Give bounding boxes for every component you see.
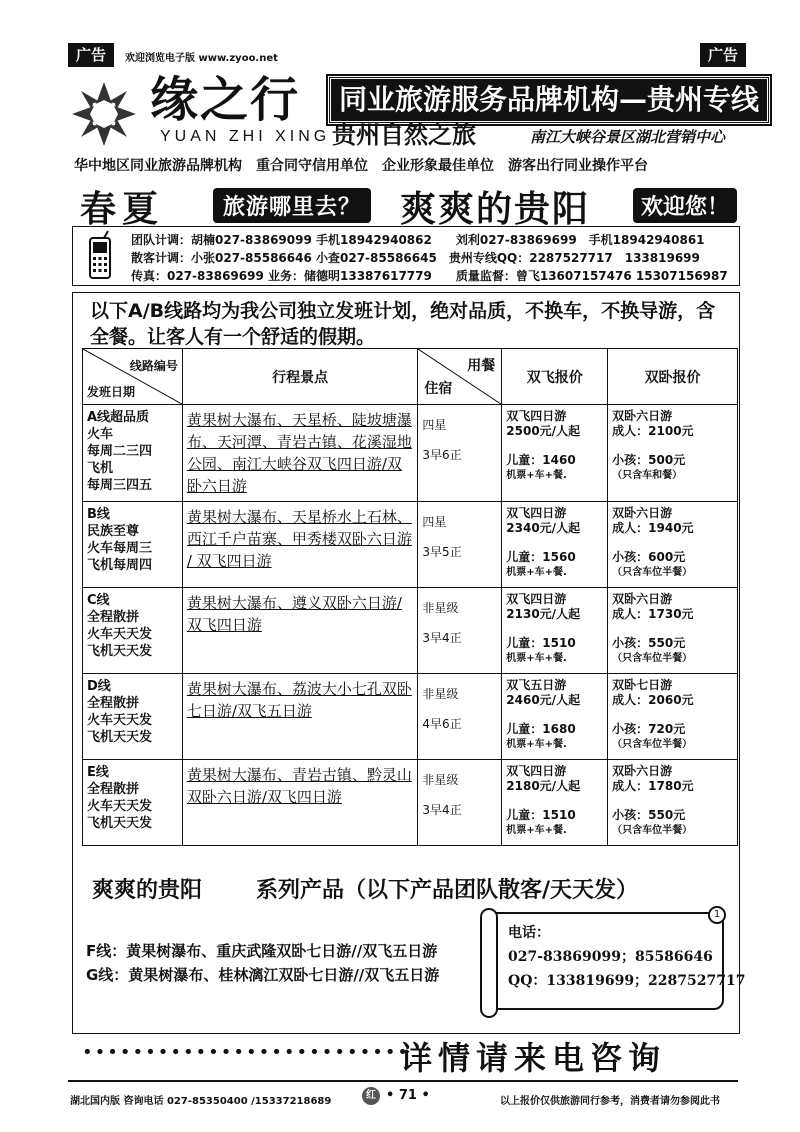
sleeper-price-cell <box>608 588 738 674</box>
route-line: 全程散拼 <box>87 610 140 625</box>
sleeper-note: （只含车位半餐） <box>612 739 693 750</box>
brand-name: 缘之行 <box>150 72 301 128</box>
sleeper-price-cell <box>608 760 738 846</box>
header-depart-date: 发班日期 <box>87 385 136 399</box>
qq-numbers: QQ：133819699；2287527717 <box>508 973 746 989</box>
itinerary-cell <box>182 674 418 760</box>
honor-tags: 华中地区同业旅游品牌机构 重合同守信用单位 企业形象最佳单位 游客出行同业操作平台 <box>74 158 648 174</box>
footer-right: 以上报价仅供旅游同行参考，消费者请勿参阅此书 <box>500 1096 720 1107</box>
sleeper-title: 双卧六日游 <box>612 506 673 520</box>
route-line: 全程散拼 <box>87 782 140 797</box>
header-meal-stay-cell <box>418 349 502 405</box>
lodging-level: 非星级 <box>422 773 459 787</box>
welcome-text: 欢迎浏览电子版 www.zyoo.net <box>125 53 278 64</box>
itinerary-cell <box>182 760 418 846</box>
fly-price-cell <box>502 588 608 674</box>
lodging-level: 非星级 <box>422 687 459 701</box>
phone-label: 电话： <box>508 925 550 941</box>
sleeper-price-cell <box>608 502 738 588</box>
mobile-phone-icon <box>84 230 116 280</box>
fly-price-cell <box>502 760 608 846</box>
header-route-code: 线路编号 <box>129 359 178 373</box>
fly-adult-price: 2500元/人起 <box>506 424 581 438</box>
ad-tag-left: 广告 <box>68 43 114 67</box>
header-sleeper-price: 双卧报价 <box>608 349 738 405</box>
header-meals: 用餐 <box>467 358 496 374</box>
route-line: A线超品质 <box>87 410 150 425</box>
lodging-level: 四星 <box>422 515 447 529</box>
itinerary-text: 黄果树大瀑布、青岩古镇、黔灵山双卧六日游/双飞四日游 <box>186 766 412 806</box>
route-line: 民族至尊 <box>87 524 140 539</box>
route-line: 每周二三四 <box>87 444 153 459</box>
stay-meal-cell <box>418 760 502 846</box>
phone-numbers: 027-83869099；85586646 <box>508 949 713 965</box>
fly-price-cell <box>502 405 608 502</box>
header-lodging: 住宿 <box>424 381 453 397</box>
fly-price-cell <box>502 674 608 760</box>
route-cell <box>83 405 183 502</box>
route-table-wrap <box>82 348 738 846</box>
sleeper-note: （只含车和餐） <box>612 470 683 481</box>
intro-text: 以下A/B线路均为我公司独立发班计划，绝对品质，不换车，不换导游，含全餐。让客人有一个舒适的假期。 <box>90 300 716 348</box>
fly-child-price: 儿童：1510 <box>506 636 576 650</box>
meal-plan: 3早4正 <box>422 631 462 645</box>
route-line: 飞机 <box>87 461 114 476</box>
itinerary-cell <box>182 588 418 674</box>
route-line: 每周三四五 <box>87 478 153 493</box>
route-line: C线 <box>87 593 110 608</box>
header-route-date-cell <box>83 349 183 405</box>
table-row <box>83 588 738 674</box>
stay-meal-cell <box>418 502 502 588</box>
route-line: 火车天天发 <box>87 713 153 728</box>
fly-title: 双飞四日游 <box>506 506 567 520</box>
route-line: 飞机天天发 <box>87 816 153 831</box>
sleeper-child-price: 小孩：720元 <box>612 722 686 736</box>
sleeper-title: 双卧六日游 <box>612 409 673 423</box>
fly-note: 机票+车+餐. <box>506 470 567 481</box>
sleeper-adult-price: 成人：1780元 <box>612 779 694 793</box>
scroll-roll-left <box>480 908 498 1018</box>
sleeper-child-price: 小孩：550元 <box>612 636 686 650</box>
sleeper-price-cell <box>608 674 738 760</box>
sub-title-note: 南江大峡谷景区湖北营销中心 <box>530 128 726 146</box>
meal-plan: 3早4正 <box>422 803 462 817</box>
itinerary-cell <box>182 502 418 588</box>
route-line: 火车天天发 <box>87 799 153 814</box>
header-itinerary: 行程景点 <box>182 349 418 405</box>
table-row <box>83 760 738 846</box>
fly-title: 双飞四日游 <box>506 409 567 423</box>
itinerary-text: 黄果树大瀑布、荔波大小七孔双卧七日游/双飞五日游 <box>186 680 412 720</box>
fly-note: 机票+车+餐. <box>506 653 567 664</box>
fly-price-cell <box>502 502 608 588</box>
route-cell <box>83 760 183 846</box>
sleeper-adult-price: 成人：1940元 <box>612 521 694 535</box>
fly-child-price: 儿童：1460 <box>506 453 576 467</box>
sleeper-title: 双卧六日游 <box>612 592 673 606</box>
sleeper-adult-price: 成人：1730元 <box>612 607 694 621</box>
series-title-products: 系列产品（以下产品团队散客/天天发） <box>256 878 639 903</box>
route-line: 飞机天天发 <box>87 644 153 659</box>
banner-spring-summer: 春夏 <box>80 188 165 230</box>
fly-title: 双飞四日游 <box>506 764 567 778</box>
footer-divider <box>68 1080 738 1082</box>
brand-logo-icon <box>68 78 140 150</box>
series-line-f: F线：黄果树瀑布、重庆武隆双卧七日游//双飞五日游 <box>86 942 438 960</box>
lodging-level: 四星 <box>422 418 447 432</box>
sub-title: 贵州自然之旅 <box>332 121 476 149</box>
brand-name-english: YUAN ZHI XING <box>160 128 331 145</box>
contact-line-fax: 传真：027-83869699 业务：储德明13387617779 质量监督：曾飞13607157476 15307156987 <box>131 269 728 283</box>
sleeper-note: （只含车位半餐） <box>612 567 693 578</box>
meal-plan: 4早6正 <box>422 717 462 731</box>
fly-note: 机票+车+餐. <box>506 567 567 578</box>
route-line: 火车每周三 <box>87 541 153 556</box>
banner-welcome: 欢迎您！ <box>633 188 737 223</box>
route-cell <box>83 502 183 588</box>
table-row <box>83 405 738 502</box>
route-table <box>82 348 738 846</box>
route-line: 火车天天发 <box>87 627 153 642</box>
route-line: 飞机每周四 <box>87 558 153 573</box>
itinerary-cell <box>182 405 418 502</box>
sleeper-title: 双卧七日游 <box>612 678 673 692</box>
sleeper-child-price: 小孩：550元 <box>612 808 686 822</box>
itinerary-text: 黄果树大瀑布、遵义双卧六日游/双飞四日游 <box>186 594 402 634</box>
banner-where-to-travel: 旅游哪里去？ <box>213 188 371 223</box>
header-fly-price: 双飞报价 <box>502 349 608 405</box>
sleeper-note: （只含车位半餐） <box>612 825 693 836</box>
fly-child-price: 儿童：1560 <box>506 550 576 564</box>
fly-title: 双飞五日游 <box>506 678 567 692</box>
sleeper-note: （只含车位半餐） <box>612 653 693 664</box>
footer-left: 湖北国内版 咨询电话 027-85350400 /15337218689 <box>70 1096 332 1107</box>
consult-slogan: 详情请来电咨询 <box>400 1039 667 1077</box>
table-row <box>83 674 738 760</box>
fly-child-price: 儿童：1680 <box>506 722 576 736</box>
table-header-row <box>83 349 738 405</box>
series-line-g: G线：黄果树瀑布、桂林漓江双卧七日游//双飞五日游 <box>86 966 440 984</box>
sleeper-adult-price: 成人：2060元 <box>612 693 694 707</box>
sleeper-price-cell <box>608 405 738 502</box>
fly-note: 机票+车+餐. <box>506 739 567 750</box>
page-badge: 红 <box>362 1087 380 1105</box>
route-cell <box>83 588 183 674</box>
route-cell <box>83 674 183 760</box>
itinerary-text: 黄果树大瀑布、天星桥、陡坡塘瀑布、天河潭、青岩古镇、花溪湿地公园、南江大峡谷双飞四日游/双卧六日游 <box>186 411 412 495</box>
ad-tag-right: 广告 <box>700 43 746 67</box>
fly-note: 机票+车+餐. <box>506 825 567 836</box>
table-row <box>83 502 738 588</box>
lodging-level: 非星级 <box>422 601 459 615</box>
stay-meal-cell <box>418 588 502 674</box>
series-title-brand: 爽爽的贵阳 <box>92 878 203 903</box>
banner-cool-guiyang: 爽爽的贵阳 <box>400 188 591 230</box>
route-line: 全程散拼 <box>87 696 140 711</box>
sleeper-child-price: 小孩：500元 <box>612 453 686 467</box>
stay-meal-cell <box>418 674 502 760</box>
route-line: B线 <box>87 507 110 522</box>
fly-adult-price: 2340元/人起 <box>506 521 581 535</box>
sleeper-adult-price: 成人：2100元 <box>612 424 694 438</box>
meal-plan: 3早6正 <box>422 448 462 462</box>
sleeper-title: 双卧六日游 <box>612 764 673 778</box>
fly-adult-price: 2130元/人起 <box>506 607 581 621</box>
dotted-leader: •••••••••••••••••••••••••• <box>82 1042 411 1063</box>
route-line: 火车 <box>87 427 114 442</box>
slogan-banner: 同业旅游服务品牌机构—贵州专线 <box>328 76 770 124</box>
sleeper-child-price: 小孩：600元 <box>612 550 686 564</box>
stay-meal-cell <box>418 405 502 502</box>
phone-scroll-box <box>486 909 746 1010</box>
fly-adult-price: 2180元/人起 <box>506 779 581 793</box>
page-number: • 71 • <box>386 1088 430 1103</box>
fly-adult-price: 2460元/人起 <box>506 693 581 707</box>
fly-title: 双飞四日游 <box>506 592 567 606</box>
meal-plan: 3早5正 <box>422 545 462 559</box>
itinerary-text: 黄果树大瀑布、天星桥水上石林、西江千户苗寨、甲秀楼双卧六日游 / 双飞四日游 <box>186 508 412 570</box>
route-line: E线 <box>87 765 109 780</box>
contact-line-individual: 散客计调：小张027-85586646 小查027-85586645 贵州专线QQ：2287527717 133819699 <box>131 251 700 265</box>
contact-line-group: 团队计调：胡楠027-83869099 手机18942940862 刘利027-83869699 手机18942940861 <box>131 233 705 247</box>
scroll-corner: 1 <box>708 906 726 924</box>
route-line: 飞机天天发 <box>87 730 153 745</box>
fly-child-price: 儿童：1510 <box>506 808 576 822</box>
route-line: D线 <box>87 679 111 694</box>
